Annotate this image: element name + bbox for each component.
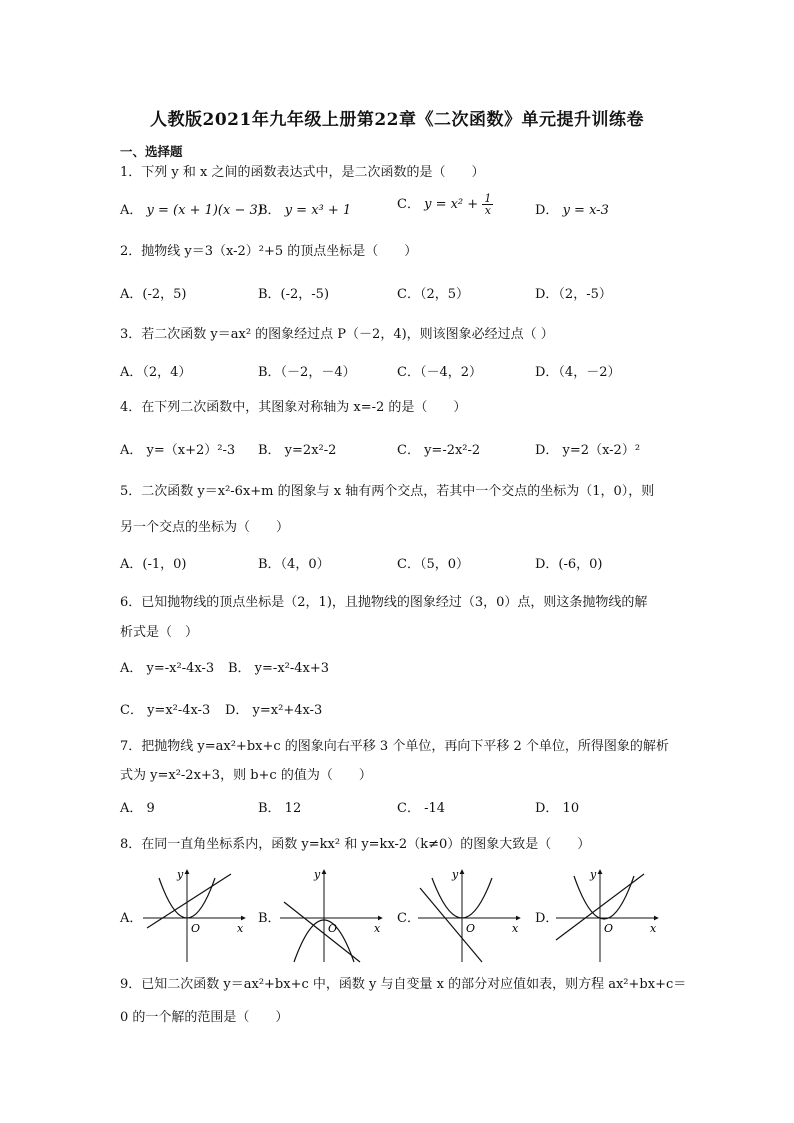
question-9-stem-line-1: 9．已知二次函数 y＝ax²+bx+c 中，函数 y 与自变量 x 的部分对应值如表，则方程 ax²+bx+c＝ xyxy=(120,977,687,992)
section-heading: 一、选择题 xyxy=(120,144,183,159)
y-axis-label: y xyxy=(314,868,321,881)
question-6-stem-line-2: 析式是（ ） xyxy=(120,625,199,640)
question-7-stem-line-2: 式为 y=x²-2x+3，则 b+c 的值为（ ） xyxy=(120,768,372,783)
question-1-stem: 1．下列 y 和 x 之间的函数表达式中，是二次函数的是（ ） xyxy=(120,165,485,180)
q5-option-a: A．(-1，0) xyxy=(120,557,187,572)
q3-option-a: A．（2，4） xyxy=(120,365,192,380)
q1-option-d xyxy=(535,203,609,219)
origin-label: O xyxy=(328,922,338,935)
q1-option-b-text: y = x³ + 1 xyxy=(284,203,352,218)
q1-option-c-label: C． xyxy=(397,197,420,212)
q2-option-a: A．(-2，5) xyxy=(120,287,187,302)
q6-option-d: D． y=x²+4x-3 xyxy=(225,703,323,718)
q4-option-a: A． y=（x+2）²-3 xyxy=(120,443,236,458)
q6-option-a: A． y=-x²-4x-3 xyxy=(120,661,215,676)
q6-option-b: B． y=-x²-4x+3 xyxy=(228,661,330,676)
question-6-stem-line-1: 6．已知抛物线的顶点坐标是（2，1)，且抛物线的图象经过（3，0）点，则这条抛物线的解 xyxy=(120,595,648,610)
q5-option-d: D．(-6，0) xyxy=(535,557,603,572)
q1-option-b-label: B． xyxy=(258,203,281,218)
origin-label: O xyxy=(191,922,201,935)
q1-option-c-fraction xyxy=(482,193,493,216)
q1-option-a-text: y = (x + 1)(x − 3) xyxy=(146,203,263,218)
q5-option-c: C．（5，0） xyxy=(397,557,469,572)
q7-option-c: C． -14 xyxy=(397,801,446,816)
q1-option-b xyxy=(258,203,351,219)
q7-option-b: B． 12 xyxy=(258,801,302,816)
y-axis-label: y xyxy=(590,868,597,881)
q2-option-d: D．（2，-5） xyxy=(535,287,612,302)
question-5-stem-line-2: 另一个交点的坐标为（ ） xyxy=(120,520,290,535)
parabola xyxy=(574,876,634,919)
x-axis-label: x xyxy=(650,922,657,935)
q8-graph-a xyxy=(139,866,251,966)
q7-option-d: D． 10 xyxy=(535,801,580,816)
page-title: 人教版2021年九年级上册第22章《二次函数》单元提升训练卷 xyxy=(150,110,644,130)
q4-option-d: D． y=2（x-2）² xyxy=(535,443,641,458)
q4-option-b: B． y=2x²-2 xyxy=(258,443,337,458)
q1-option-a xyxy=(120,203,263,219)
q8-option-d-label: D． xyxy=(535,911,559,926)
question-5-stem-line-1: 5．二次函数 y＝x²-6x+m 的图象与 x 轴有两个交点，若其中一个交点的坐标为（1，0），则 xyxy=(120,484,655,499)
q8-option-c-label: C． xyxy=(397,911,420,926)
straight-line xyxy=(147,874,231,928)
question-3-stem: 3．若二次函数 y＝ax² 的图象经过点 P（－2，4)，则该图象必经过点（ ） xyxy=(120,327,554,342)
question-8-stem: 8．在同一直角坐标系内，函数 y=kx² 和 y=kx-2（k≠0）的图象大致是（ ） xyxy=(120,837,591,852)
q6-option-c: C． y=x²-4x-3 xyxy=(120,703,211,718)
q1-option-c xyxy=(397,193,493,216)
q8-graph-c xyxy=(414,866,526,966)
question-4-stem: 4．在下列二次函数中，其图象对称轴为 x=-2 的是（ ） xyxy=(120,400,467,415)
x-axis-label: x xyxy=(512,922,519,935)
q1-option-d-label: D． xyxy=(535,203,559,218)
q1-option-d-text: y = x-3 xyxy=(562,203,609,218)
q4-option-c: C． y=-2x²-2 xyxy=(397,443,481,458)
q8-option-b-label: B． xyxy=(258,911,281,926)
question-7-stem-line-1: 7．把抛物线 y=ax²+bx+c 的图象向右平移 3 个单位，再向下平移 2 个单位，所得图象的解析 xyxy=(120,739,669,754)
y-axis-label: y xyxy=(452,868,459,881)
x-axis-label: x xyxy=(237,922,244,935)
origin-label: O xyxy=(466,922,476,935)
q7-option-a: A． 9 xyxy=(120,801,155,816)
q3-option-b: B．（－2，－4） xyxy=(258,365,356,380)
q3-option-d: D．（4，－2） xyxy=(535,365,621,380)
q8-graph-d xyxy=(552,866,664,966)
straight-line xyxy=(284,902,360,962)
y-axis-label: y xyxy=(177,868,184,881)
question-9-stem-line-2: 0 的一个解的范围是（ ） xyxy=(120,1010,289,1025)
fraction-numerator: 1 xyxy=(484,192,492,205)
fraction-denominator: x xyxy=(484,204,491,217)
question-2-stem: 2．抛物线 y＝3（x-2）²+5 的顶点坐标是（ ） xyxy=(120,244,418,259)
q1-option-c-text: y = x² + xyxy=(424,197,479,212)
origin-label: O xyxy=(604,922,614,935)
x-axis-label: x xyxy=(374,922,381,935)
q3-option-c: C．（－4，2） xyxy=(397,365,482,380)
q2-option-c: C．（2，5） xyxy=(397,287,469,302)
q8-option-a-label: A． xyxy=(120,911,143,926)
q1-option-a-label: A． xyxy=(120,203,143,218)
q8-graph-b xyxy=(276,866,388,966)
q5-option-b: B．（4，0） xyxy=(258,557,330,572)
q2-option-b: B．(-2，-5) xyxy=(258,287,330,302)
